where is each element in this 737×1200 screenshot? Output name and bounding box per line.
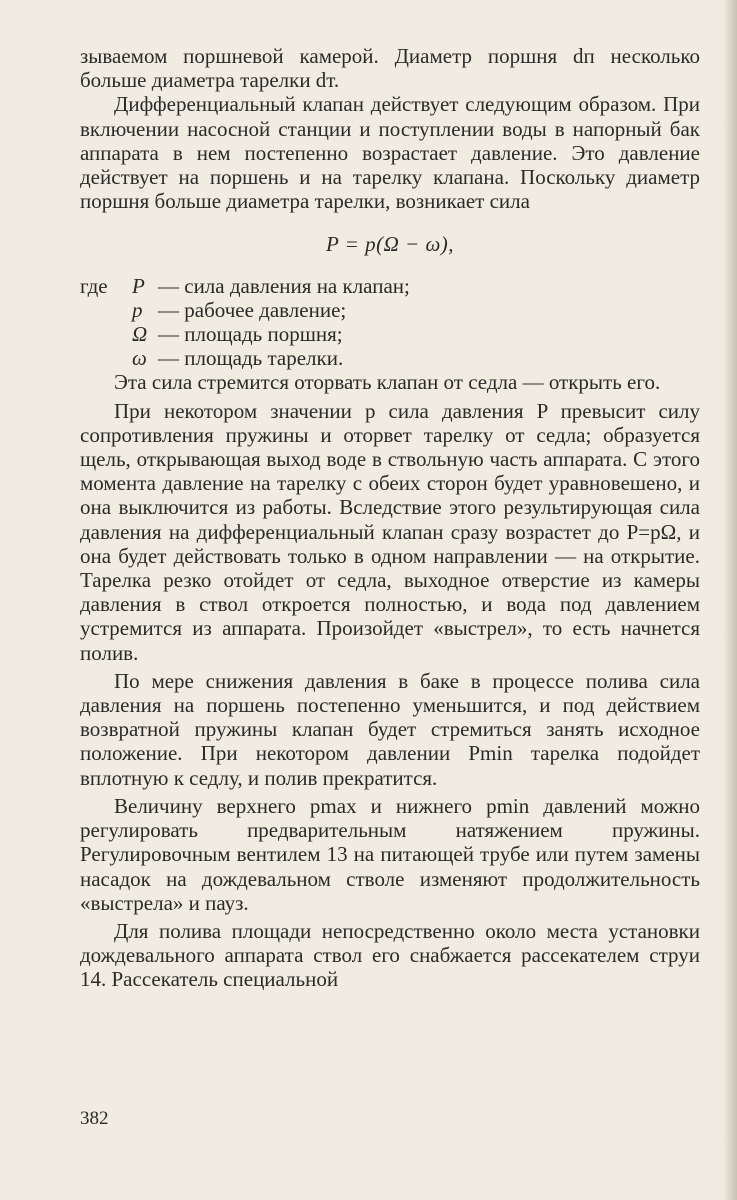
definition-text: — сила давления на клапан; [158, 273, 410, 298]
paragraph-4: По мере снижения давления в баке в процессе полива сила давления на поршень постепенно уменьшится, и под действием возвратной пружины клапан будет стремиться занять исходное положение. При некотором давлении Pmin тарелка подойдет вплотную к седлу, и полив прекратится. [80, 668, 700, 790]
definition-row [80, 346, 700, 370]
page-body [80, 44, 700, 992]
page-number: 382 [80, 1108, 109, 1129]
definition-text: — площадь поршня; [158, 322, 343, 347]
definition-symbol: p [132, 297, 143, 322]
definitions-list [80, 274, 700, 371]
definition-symbol: ω [132, 346, 147, 371]
formula: P = p(Ω − ω), [325, 232, 455, 257]
definition-text: — рабочее давление; [158, 297, 347, 322]
paragraph-5: Величину верхнего pmax и нижнего pmin давлений можно регулировать предварительным натяжением пружины. Регулировочным вентилем 13 на питающей трубе или путем замены насадок на дождевальном стволе изменяют продолжительность «выстрела» и пауз. [80, 793, 700, 915]
paragraph-6: Для полива площади непосредственно около места установки дождевального аппарата ствол его снабжается рассекателем струи 14. Рассекатель специальной [80, 918, 700, 992]
definition-row [80, 322, 700, 346]
paragraph-after-definitions: Эта сила стремится оторвать клапан от седла — открыть его. [114, 370, 661, 395]
definition-symbol: Ω [132, 322, 148, 347]
paragraph-3: При некотором значении p сила давления P превысит силу сопротивления пружины и оторвет тарелку от седла; образуется щель, открывающая выход воде в ствольную часть аппарата. С этого момента давление на тарелку с обеих сторон будет уравновешено, и она выключится из работы. Вследствие этого результирующая сила давления на дифференциальный клапан сразу возрастет до P=pΩ, и она будет действовать только в одном направлении — на открытие. Тарелка резко отойдет от седла, выходное отверстие из камеры давления в ствол откроется полностью, и вода под давлением устремится из аппарата. Произойдет «выстрел», то есть начнется полив. [80, 398, 700, 665]
paragraph-2: Дифференциальный клапан действует следующим образом. При включении насосной станции и поступлении воды в напорный бак аппарата в нем постепенно возрастает давление. Это давление действует на поршень и на тарелку клапана. Поскольку диаметр поршня больше диаметра тарелки, возникает сила [80, 92, 700, 214]
binding-edge-shadow [723, 0, 737, 1200]
paragraph-1: зываемом поршневой камерой. Диаметр поршня dп несколько больше диаметра тарелки dт. [80, 44, 700, 93]
definition-row [80, 298, 700, 322]
definition-symbol: P [132, 273, 145, 298]
definition-text: — площадь тарелки. [158, 346, 344, 371]
definition-row [80, 274, 700, 298]
definitions-lead: где [80, 273, 108, 298]
